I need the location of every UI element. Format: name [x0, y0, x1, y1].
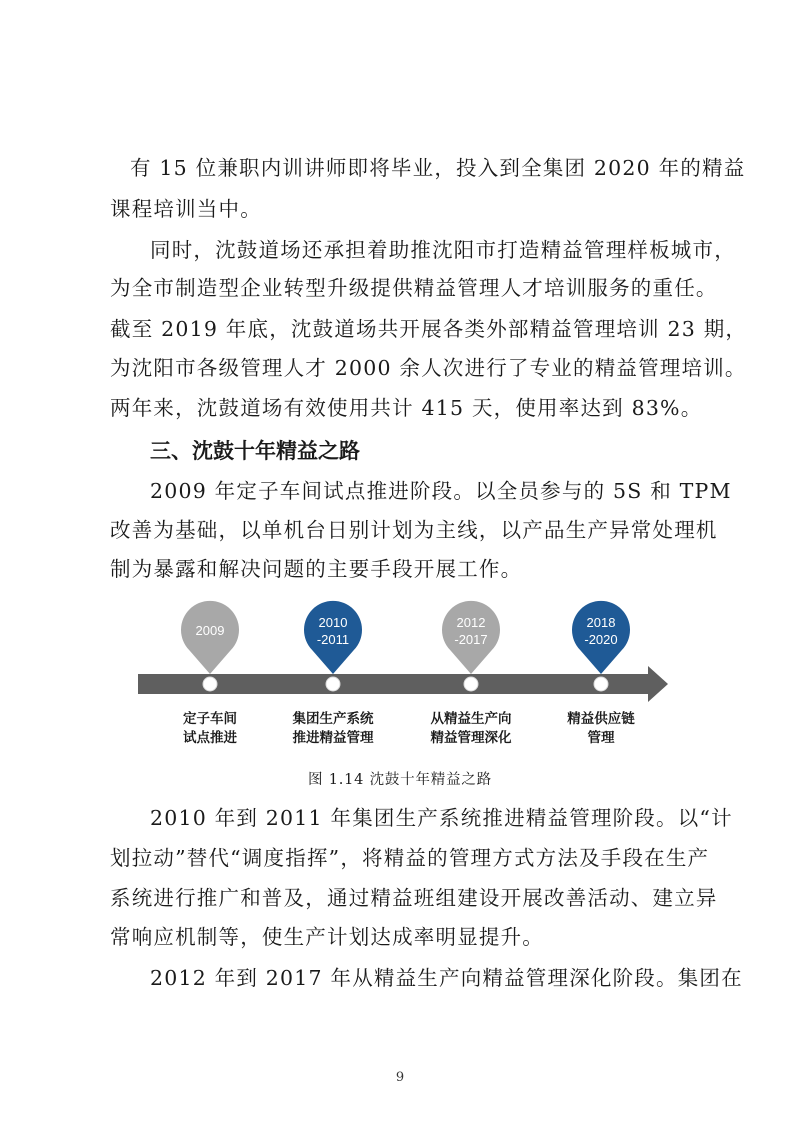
timeline-dot [326, 677, 340, 691]
stage-label: 从精益生产向 [430, 711, 512, 727]
pin-year-label: -2017 [454, 632, 488, 647]
pin-year-label: 2010 [318, 615, 348, 630]
timeline-pin [442, 601, 500, 674]
body-line: 改善为基础，以单机台日别计划为主线，以产品生产异常处理机 [110, 518, 718, 542]
body-line: 同时，沈鼓道场还承担着助推沈阳市打造精益管理样板城市， [150, 238, 736, 262]
stage-label: 精益管理深化 [430, 730, 512, 746]
body-line: 2010 年到 2011 年集团生产系统推进精益管理阶段。以“计 [150, 806, 733, 830]
body-line: 课程培训当中。 [110, 197, 262, 221]
stage-label: 定子车间 [183, 711, 237, 727]
pin-year-label: -2011 [316, 632, 350, 647]
body-line: 划拉动”替代“调度指挥”，将精益的管理方式方法及手段在生产 [110, 846, 710, 870]
pin-year-label: 2009 [195, 623, 225, 638]
timeline-dot [594, 677, 608, 691]
body-line: 为全市制造型企业转型升级提供精益管理人才培训服务的重任。 [110, 276, 718, 300]
body-line: 制为暴露和解决问题的主要手段开展工作。 [110, 557, 523, 581]
stage-label: 试点推进 [183, 730, 237, 746]
stage-label: 管理 [587, 730, 615, 746]
body-line: 系统进行推广和普及，通过精益班组建设开展改善活动、建立异 [110, 886, 718, 910]
body-line: 两年来，沈鼓道场有效使用共计 415 天，使用率达到 83%。 [110, 396, 703, 420]
figure-caption: 图 1.14 沈鼓十年精益之路 [307, 772, 492, 788]
stage-label: 集团生产系统 [292, 711, 374, 727]
timeline-pin [181, 601, 239, 674]
stage-label: 推进精益管理 [292, 730, 374, 746]
page-number: 9 [395, 1070, 405, 1085]
timeline-pin [304, 601, 362, 674]
section-heading: 三、沈鼓十年精益之路 [150, 439, 360, 463]
pin-year-label: -2020 [584, 632, 618, 647]
stage-label: 精益供应链 [567, 711, 635, 727]
body-line: 截至 2019 年底，沈鼓道场共开展各类外部精益管理培训 23 期， [110, 317, 748, 341]
timeline-dot [464, 677, 478, 691]
body-line: 2009 年定子车间试点推进阶段。以全员参与的 5S 和 TPM [150, 479, 732, 503]
timeline-figure [0, 590, 800, 760]
body-line: 有 15 位兼职内训讲师即将毕业，投入到全集团 2020 年的精益 [130, 156, 746, 180]
body-line: 2012 年到 2017 年从精益生产向精益管理深化阶段。集团在 [150, 966, 743, 990]
body-line: 为沈阳市各级管理人才 2000 余人次进行了专业的精益管理培训。 [110, 356, 747, 380]
timeline-dot [203, 677, 217, 691]
pin-year-label: 2012 [456, 615, 486, 630]
timeline-pin [572, 601, 630, 674]
body-line: 常响应机制等，使生产计划达成率明显提升。 [110, 925, 544, 949]
pin-year-label: 2018 [586, 615, 616, 630]
